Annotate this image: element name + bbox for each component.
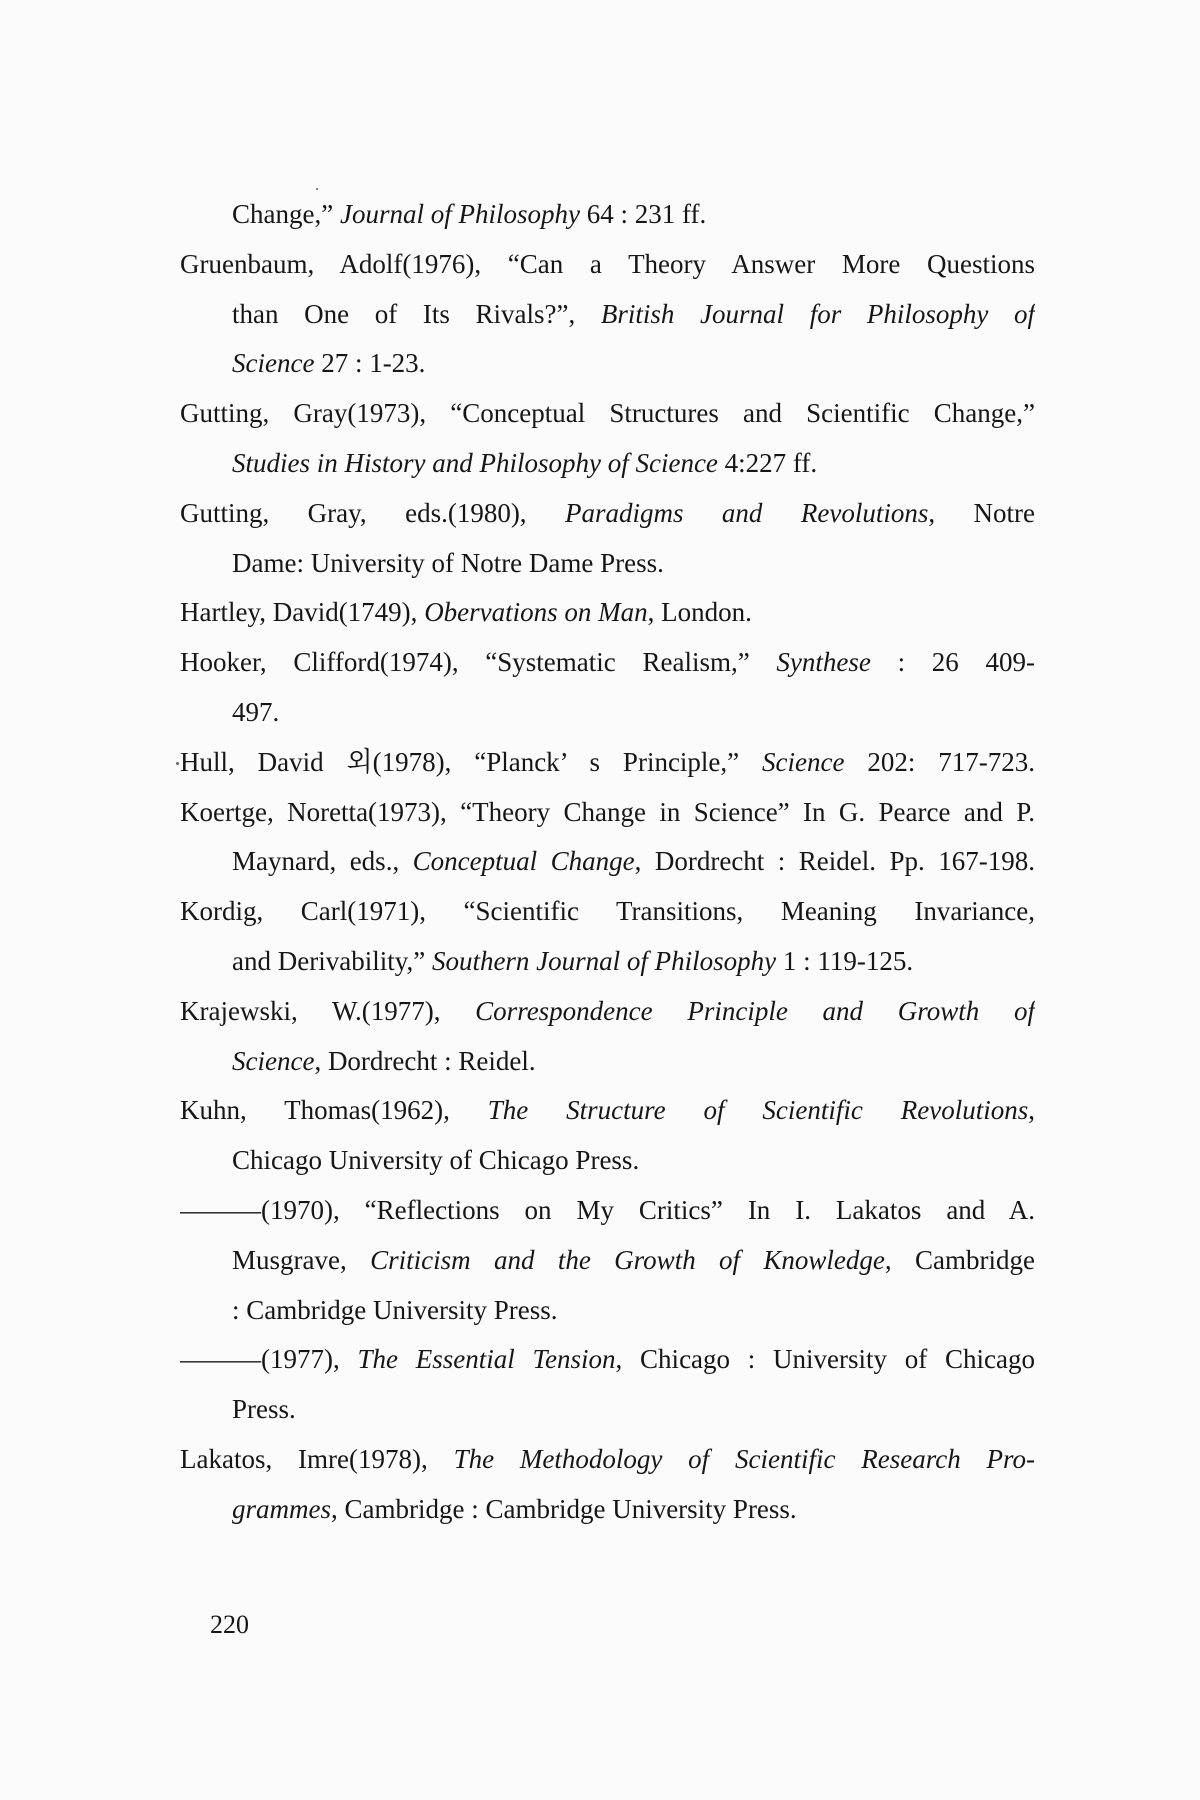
- reference-text: ———(1970), “Reflections on My Critics” In I. Lakatos and A.: [180, 1194, 1035, 1225]
- italic-title: Journal of Philosophy: [339, 199, 580, 229]
- italic-title: Correspondence Principle and Growth of: [475, 995, 1035, 1026]
- reference-text: Hooker, Clifford(1974), “Systematic Realism,”: [180, 647, 777, 678]
- reference-text: 202: 717-723.: [844, 746, 1035, 777]
- reference-text: Kordig, Carl(1971), “Scientific Transitions, Meaning Invariance,: [180, 896, 1035, 927]
- italic-title: Studies in History and Philosophy of Science: [232, 447, 718, 478]
- bibliography-text: [180, 197, 1035, 1542]
- reference-line: [180, 197, 1035, 247]
- reference-text: 4:227 ff.: [717, 447, 818, 478]
- reference-text: , Cambridge: [884, 1244, 1035, 1275]
- reference-text: Gruenbaum, Adolf(1976), “Can a Theory Answer More Questions: [180, 248, 1035, 279]
- reference-line: [180, 1193, 1035, 1243]
- reference-text: Gutting, Gray, eds.(1980),: [180, 497, 565, 528]
- reference-line: [180, 346, 1035, 396]
- reference-text: 27 : 1-23.: [314, 348, 426, 379]
- reference-text: 64 : 231 ff.: [579, 199, 707, 229]
- reference-line: [180, 1293, 1035, 1343]
- reference-line: [180, 1093, 1035, 1143]
- reference-line: [180, 844, 1035, 894]
- reference-text: , Dordrecht : Reidel.: [314, 1045, 536, 1076]
- reference-line: [180, 1143, 1035, 1193]
- reference-text: Musgrave,: [232, 1244, 371, 1275]
- italic-title: The Methodology of Scientific Research Pro-: [453, 1443, 1035, 1474]
- scan-speck: [316, 188, 318, 190]
- reference-text: : Cambridge University Press.: [232, 1294, 558, 1325]
- italic-title: Obervations on Man: [424, 597, 648, 628]
- italic-title: Criticism and the Growth of Knowledge: [370, 1244, 885, 1275]
- reference-text: , London.: [647, 597, 752, 628]
- reference-line: [180, 745, 1035, 795]
- reference-line: [180, 994, 1035, 1044]
- reference-text: , Cambridge : Cambridge University Press.: [331, 1493, 797, 1524]
- reference-text: 497.: [232, 696, 280, 727]
- italic-title: The Essential Tension: [357, 1344, 616, 1375]
- reference-text: , Chicago : University of Chicago: [615, 1344, 1035, 1375]
- reference-line: [180, 595, 1035, 645]
- reference-line: [180, 695, 1035, 745]
- reference-line: [180, 894, 1035, 944]
- italic-title: Science: [232, 1045, 315, 1076]
- reference-text: and Derivability,”: [232, 945, 432, 976]
- reference-text: Chicago University of Chicago Press.: [232, 1145, 640, 1176]
- reference-line: [180, 446, 1035, 496]
- italic-title: grammes: [232, 1493, 331, 1524]
- reference-text: Koertge, Noretta(1973), “Theory Change in Science” In G. Pearce and P.: [180, 796, 1035, 827]
- reference-text: Krajewski, W.(1977),: [180, 995, 476, 1026]
- reference-line: [180, 944, 1035, 994]
- italic-title: Science: [762, 746, 845, 777]
- reference-line: [180, 247, 1035, 297]
- reference-line: [180, 546, 1035, 596]
- reference-text: , Notre: [928, 497, 1035, 528]
- reference-line: [180, 1492, 1035, 1542]
- reference-text: than One of Its Rivals?”,: [232, 298, 601, 329]
- reference-text: ———(1977),: [180, 1344, 358, 1375]
- reference-line: [180, 1342, 1035, 1392]
- reference-text: Hull, David 외(1978), “Planck’ s Principle,”: [180, 746, 763, 777]
- reference-text: Change,”: [232, 199, 340, 229]
- reference-line: [180, 1243, 1035, 1293]
- page-number: 220: [210, 1610, 249, 1639]
- scan-speck: [176, 762, 179, 765]
- reference-text: : 26 409-: [870, 647, 1035, 678]
- reference-line: [180, 1442, 1035, 1492]
- reference-line: [180, 496, 1035, 546]
- reference-text: , Dordrecht : Reidel. Pp. 167-198.: [634, 846, 1035, 877]
- reference-text: Kuhn, Thomas(1962),: [180, 1095, 488, 1126]
- italic-title: Paradigms and Revolutions: [565, 497, 929, 528]
- reference-text: Hartley, David(1749),: [180, 597, 425, 628]
- reference-text: ,: [1028, 1095, 1035, 1126]
- reference-line: [180, 297, 1035, 347]
- reference-line: [180, 1044, 1035, 1094]
- italic-title: Science: [232, 348, 315, 379]
- reference-line: [180, 396, 1035, 446]
- reference-text: Press.: [232, 1394, 296, 1425]
- reference-line: [180, 1392, 1035, 1442]
- reference-line: [180, 795, 1035, 845]
- reference-text: Dame: University of Notre Dame Press.: [232, 547, 664, 578]
- reference-text: Gutting, Gray(1973), “Conceptual Structures and Scientific Change,”: [180, 398, 1035, 429]
- italic-title: The Structure of Scientific Revolutions: [487, 1095, 1029, 1126]
- reference-text: Maynard, eds.,: [232, 846, 413, 877]
- italic-title: British Journal for Philosophy of: [600, 298, 1035, 329]
- reference-text: 1 : 119-125.: [776, 945, 914, 976]
- reference-line: [180, 645, 1035, 695]
- italic-title: Southern Journal of Philosophy: [431, 945, 777, 976]
- italic-title: Synthese: [776, 647, 871, 678]
- italic-title: Conceptual Change: [412, 846, 635, 877]
- reference-text: Lakatos, Imre(1978),: [180, 1443, 454, 1474]
